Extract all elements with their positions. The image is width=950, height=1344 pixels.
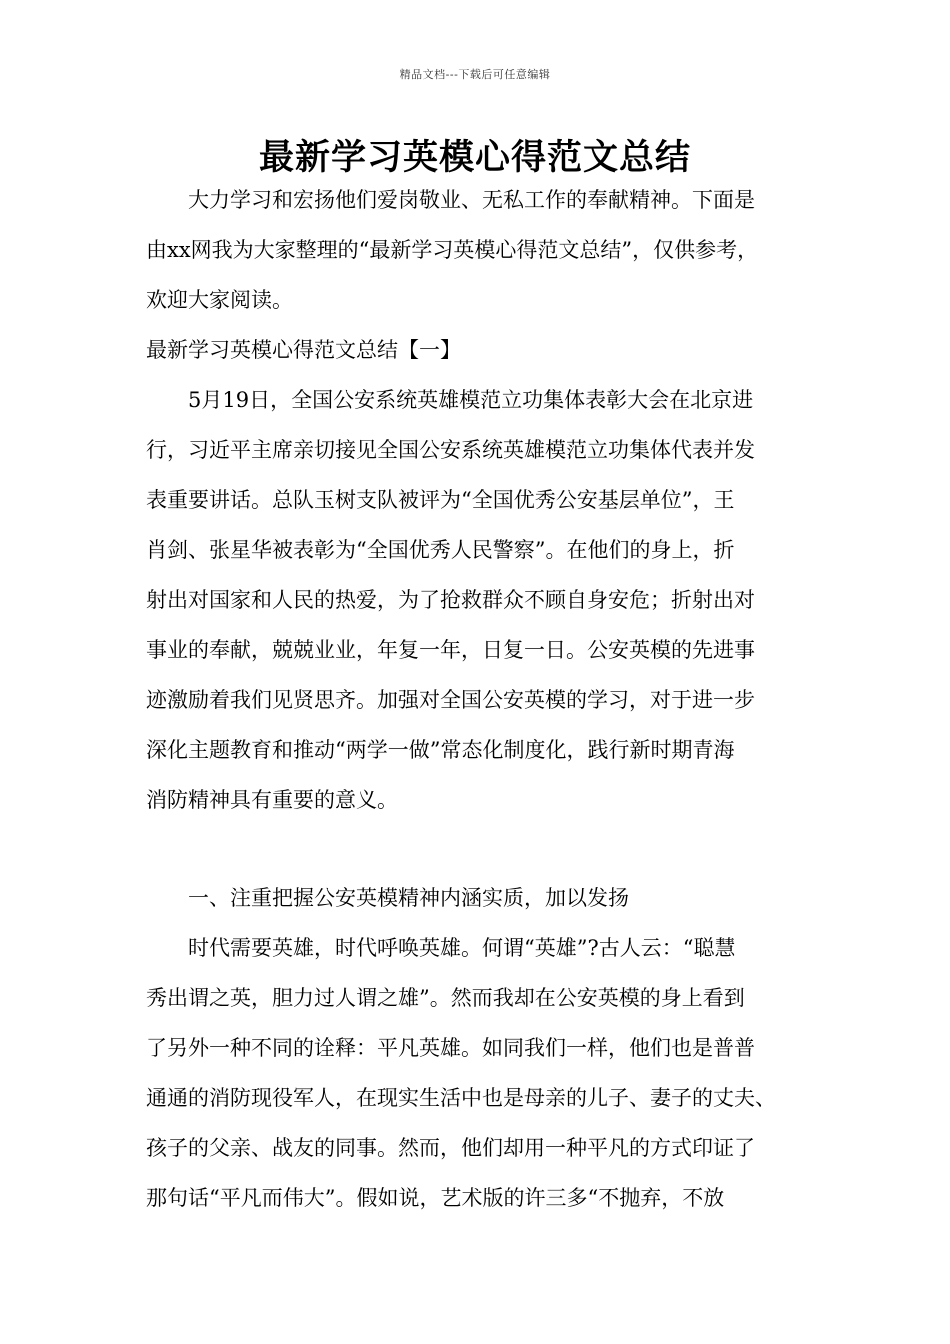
text-line: 秀出谓之英，胆力过人谓之雄”。然而我却在公安英模的身上看到: [146, 986, 745, 1010]
text-line: 那句话“平凡而伟大”。假如说，艺术版的许三多“不抛弃，不放: [146, 1186, 725, 1210]
text-line: 了另外一种不同的诠释：平凡英雄。如同我们一样，他们也是普普: [146, 1036, 755, 1060]
text-line: 深化主题教育和推动“两学一做”常态化制度化，践行新时期青海: [146, 738, 735, 762]
text-line: 消防精神具有重要的意义。: [146, 788, 398, 812]
text-line: 迹激励着我们见贤思齐。加强对全国公安英模的学习，对于进一步: [146, 688, 755, 712]
text-line: 行，习近平主席亲切接见全国公安系统英雄模范立功集体代表并发: [146, 438, 755, 462]
text-line: 5月19日，全国公安系统英雄模范立功集体表彰大会在北京进: [188, 388, 754, 412]
subheading: [146, 873, 830, 923]
text-line: 大力学习和宏扬他们爱岗敬业、无私工作的奉献精神。下面是: [188, 188, 755, 212]
subheading-text: 一、注重把握公安英模精神内涵实质，加以发扬: [188, 886, 629, 910]
text-line: 孩子的父亲、战友的同事。然而，他们却用一种平凡的方式印证了: [146, 1136, 755, 1160]
text-line: 肖剑、张星华被表彰为“全国优秀人民警察”。在他们的身上，折: [146, 538, 735, 562]
paragraph-1: [146, 375, 830, 825]
header-note: 精品文档---下载后可任意编辑: [399, 68, 551, 81]
text-line: 由xx网我为大家整理的“最新学习英模心得范文总结”，仅供参考，: [146, 238, 759, 262]
document-title: 最新学习英模心得范文总结: [258, 138, 691, 178]
text-line: 时代需要英雄，时代呼唤英雄。何谓“英雄”?古人云：“聪慧: [188, 936, 736, 960]
text-line: 欢迎大家阅读。: [146, 288, 293, 312]
section-heading-text: 最新学习英模心得范文总结【一】: [146, 338, 461, 362]
text-line: 表重要讲话。总队玉树支队被评为“全国优秀公安基层单位”，王: [146, 488, 735, 512]
text-line: 事业的奉献，兢兢业业，年复一年，日复一日。公安英模的先进事: [146, 638, 755, 662]
intro-paragraph: [146, 175, 830, 325]
paragraph-2: [146, 923, 830, 1223]
text-line: 射出对国家和人民的热爱，为了抢救群众不顾自身安危；折射出对: [146, 588, 755, 612]
section-heading: [146, 325, 830, 375]
text-line: 通通的消防现役军人，在现实生活中也是母亲的儿子、妻子的丈夫、: [146, 1086, 776, 1110]
